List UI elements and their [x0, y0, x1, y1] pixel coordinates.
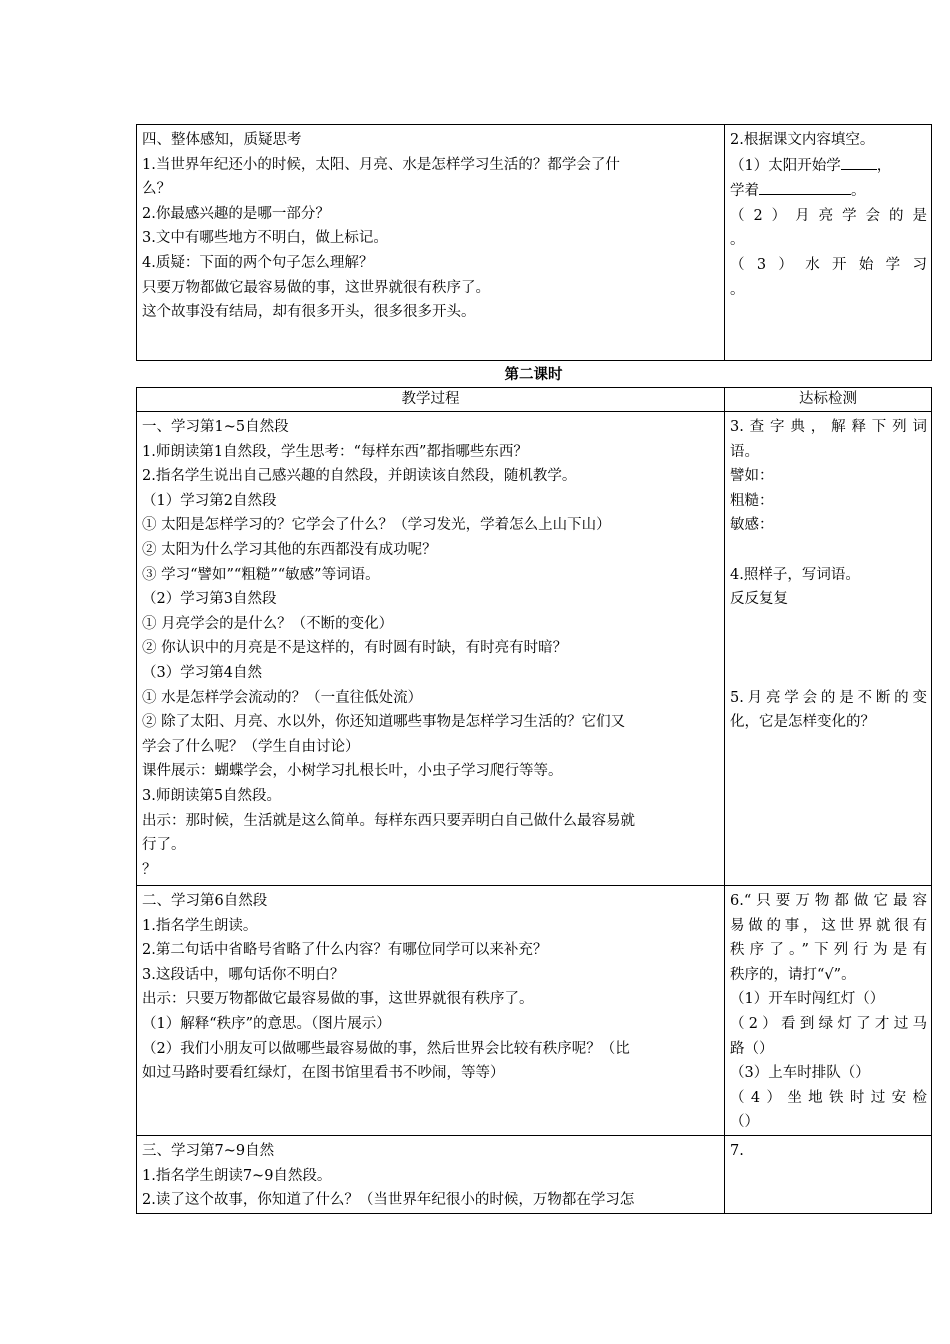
word-item: 粗糙：	[730, 492, 774, 509]
text-line: （）	[730, 1114, 759, 1131]
text-line: 2.你最感兴趣的是哪一部分？	[142, 205, 330, 222]
fill-blank-q2: （2）月亮学会的是	[730, 207, 927, 224]
text-line: 行了。	[142, 837, 186, 854]
text-line: 如过马路时要看红绿灯，在图书馆里看书不吵闹，等等）	[142, 1065, 505, 1082]
table-row	[137, 1136, 932, 1214]
table-row	[137, 886, 932, 1136]
text-line: 4.质疑：下面的两个句子怎么理解？	[142, 254, 374, 271]
text-line: ② 太阳为什么学习其他的东西都没有成功呢？	[142, 541, 437, 558]
section3-process-cell	[137, 1136, 725, 1214]
text-line: （3）学习第4自然	[142, 664, 262, 681]
text-line: 出示：只要万物都做它最容易做的事，这世界就很有秩序了。	[142, 991, 534, 1008]
option-item: （3）上车时排队（）	[730, 1065, 870, 1082]
fill-blank-q1: （1）太阳开始学 ，	[730, 153, 927, 179]
text-line: ① 水是怎样学会流动的？（一直往低处流）	[142, 689, 423, 706]
example-word: 反反复复	[730, 591, 788, 608]
text-line: 学会了什么呢？（学生自由讨论）	[142, 738, 360, 755]
section3-check-cell	[725, 1136, 932, 1214]
question-3: 3.查字典，解释下列词	[730, 419, 927, 435]
text-line: 1.指名学生朗读。	[142, 917, 258, 934]
answer-blank[interactable]	[841, 153, 877, 170]
text-line: 路（）	[730, 1040, 774, 1057]
word-item: 譬如：	[730, 468, 774, 485]
section4-check-cell	[725, 125, 932, 361]
fill-blank-q1b: 学着 。	[730, 178, 927, 204]
text-line: （1）学习第2自然段	[142, 492, 277, 509]
text-line: （2）学习第3自然段	[142, 591, 277, 608]
text-line: 1.指名学生朗读7~9自然段。	[142, 1167, 332, 1184]
spacer	[730, 636, 927, 661]
section3-heading: 三、学习第7~9自然	[142, 1143, 275, 1159]
text-line: （1）解释“秩序”的意思。（图片展示）	[142, 1015, 391, 1032]
text-line: 2.第二句话中省略号省略了什么内容？有哪位同学可以来补充？	[142, 942, 548, 959]
text-line: ② 除了太阳、月亮、水以外，你还知道哪些事物是怎样学习生活的？它们又	[142, 714, 626, 731]
text-line: ③ 学习“譬如”“粗糙”“敏感”等词语。	[142, 566, 380, 583]
text-line: ② 你认识中的月亮是不是这样的，有时圆有时缺，有时亮有时暗？	[142, 640, 568, 657]
section2-check-cell	[725, 886, 932, 1136]
fill-blank-heading: 2.根据课文内容填空。	[730, 132, 875, 148]
text-line: 3.文中有哪些地方不明白，做上标记。	[142, 230, 388, 247]
text-line: 这个故事没有结局，却有很多开头，很多很多开头。	[142, 304, 476, 321]
spacer	[730, 661, 927, 686]
text-line: 易做的事，这世界就很有	[730, 917, 927, 934]
word-item: 敏感：	[730, 517, 774, 534]
text-line: ① 月亮学会的是什么？（不断的变化）	[142, 615, 394, 632]
table-row	[137, 125, 932, 361]
question-7: 7.	[730, 1143, 744, 1159]
section4-process-cell	[137, 125, 725, 361]
table-header-row	[137, 388, 932, 412]
text-line: 2.指名学生说出自己感兴趣的自然段，并朗读该自然段，随机教学。	[142, 468, 577, 485]
section4-heading: 四、整体感知，质疑思考	[142, 132, 302, 148]
text-line: 。	[730, 281, 745, 298]
question-6: 6.“只要万物都做它最容	[730, 893, 927, 909]
section1-check-cell	[725, 412, 932, 886]
text-line: 3.这段话中，哪句话你不明白？	[142, 966, 345, 983]
text-line: 化，它是怎样变化的？	[730, 714, 875, 731]
option-item: （1）开车时闯红灯（）	[730, 991, 885, 1008]
option-item: （4）坐地铁时过安检	[730, 1089, 927, 1106]
text-line: 课件展示：蝴蝶学会，小树学习扎根长叶，小虫子学习爬行等等。	[142, 763, 563, 780]
text-line: 么？	[142, 181, 171, 198]
section2-process-cell	[137, 886, 725, 1136]
column-header-check: 达标检测	[725, 388, 932, 412]
text-line: 秩序了。”下列行为是有	[730, 942, 927, 959]
question-4: 4.照样子，写词语。	[730, 566, 860, 583]
table-row	[137, 412, 932, 886]
reflection-table	[136, 124, 932, 361]
text-line: 只要万物都做它最容易做的事，这世界就很有秩序了。	[142, 279, 490, 296]
text-line: 1.当世界年纪还小的时候，太阳、月亮、水是怎样学习生活的？都学会了什	[142, 156, 620, 173]
text-line: 3.师朗读第5自然段。	[142, 787, 282, 804]
option-item: （2）看到绿灯了才过马	[730, 1015, 927, 1032]
text-line: 1.师朗读第1自然段，学生思考：“每样东西”都指哪些东西？	[142, 443, 528, 460]
text-line: ① 太阳是怎样学习的？它学会了什么？（学习发光，学着怎么上山下山）	[142, 517, 611, 534]
lesson-title: 第二课时	[504, 366, 563, 383]
text-line: 秩序的，请打“√”。	[730, 966, 856, 983]
answer-blank[interactable]	[759, 178, 851, 195]
text-line: ？	[142, 861, 157, 878]
column-header-process: 教学过程	[137, 388, 725, 412]
fill-blank-q3: （3）水开始学习	[730, 256, 927, 273]
section1-process-cell	[137, 412, 725, 886]
text-line: 语。	[730, 443, 759, 460]
section1-heading: 一、学习第1~5自然段	[142, 419, 289, 435]
text-line: 2.读了这个故事，你知道了什么？（当世界年纪很小的时候，万物都在学习怎	[142, 1192, 635, 1209]
spacer	[730, 538, 927, 563]
section2-heading: 二、学习第6自然段	[142, 893, 268, 909]
text-line: （2）我们小朋友可以做哪些最容易做的事，然后世界会比较有秩序呢？（比	[142, 1040, 630, 1057]
text-line: 。	[730, 232, 745, 249]
lesson-table	[136, 387, 932, 1214]
spacer	[730, 612, 927, 637]
question-5: 5.月亮学会的是不断的变	[730, 689, 927, 706]
text-line: 出示：那时候，生活就是这么简单。每样东西只要弄明白自己做什么最容易就	[142, 812, 635, 829]
